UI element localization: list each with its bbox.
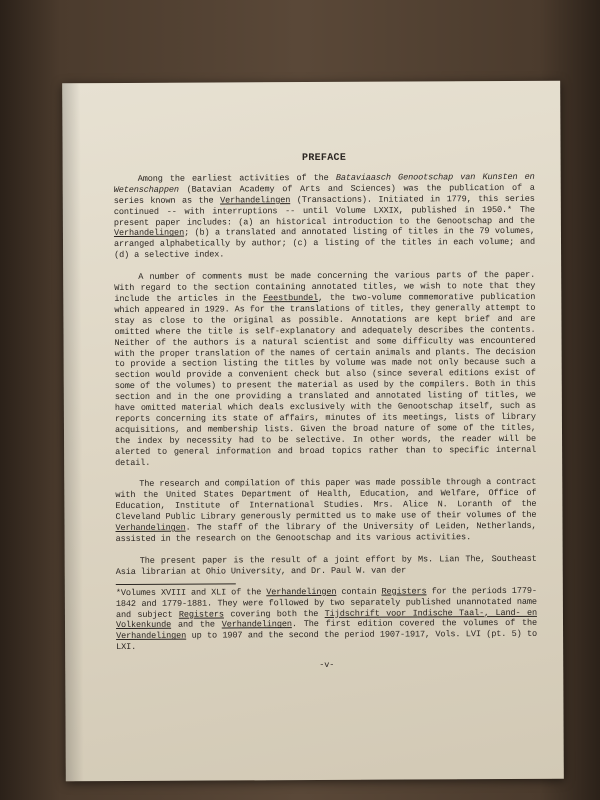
fn-registers-2: Registers [178, 609, 224, 620]
fn-verhandelingen-2: Verhandelingen [221, 619, 292, 630]
fn-text-i: and the [171, 619, 222, 631]
fn-verhandelingen-3: Verhandelingen [116, 631, 187, 642]
p1-verhandelingen-1: Verhandelingen [220, 194, 291, 206]
fn-text-e: for the periods 1779-1842 and 1779-1881. They were followed by two separately published unannotated name and subject [115, 585, 537, 620]
p1-text-c: (Batavian Academy of Arts and Sciences) was the publication of a series known as the [113, 182, 535, 206]
paragraph-3 [115, 477, 536, 545]
paragraph-2 [114, 270, 536, 469]
fn-tijdschrift: Tijdschrift voor Indische Taal-, Land- en Volkenkunde [115, 607, 537, 631]
fn-text-g: covering both the [223, 608, 325, 620]
paragraph-4: The present paper is the result of a joint effort by Ms. Lian The, Southeast Asia librarian at Ohio University, and Dr. Paul W. van der [115, 553, 537, 577]
fn-text-c: contain [336, 586, 382, 597]
p3-text-a: The research and compilation of this paper was made possible through a contract with the United States Department of Health, Education, and Welfare, Office of Education, Institute of International Studies. Mrs. Alice N. Loranth of the Cleveland Public Library generously permitted us to make use of their volumes of the [115, 477, 537, 523]
fn-verhandelingen-1: Verhandelingen [266, 586, 337, 597]
page-heading: PREFACE [301, 152, 347, 165]
footnote-rule [116, 583, 236, 585]
page-number: -v- [319, 660, 335, 671]
p2-text-c: , the two-volume commemorative publication which appeared in 1929. As for the translations of titles, they generally attempt to stay as close to the original as possible. Annotations are kept brief and are omitted where the title is self-explanatory and adequately describes the contents. Neither of the authors is a natural scientist and some difficulty was encountered with the proper translation of the names of certain animals and plants. The decision to provide a section listing the titles by volume was made not only because such a section would provide a convenient check but also (since several editions exist of some of the volumes) to present the material as used by the compilers. Both in this section and in the one providing a translated and annotated listing of titles, we have omitted material which deals exclusively with the Genootschap itself, such as reports concerning its state of affairs, minutes of its meetings, lists of library acquisitions, and membership lists. Given the broad nature of some of the titles, the index by necessity had to be selective. In other words, the reader will be alerted to general information and broad topics rather than to specific internal detail. [114, 291, 537, 468]
p3-verhandelingen: Verhandelingen [115, 522, 186, 534]
p2-feestbundel: Feestbundel [263, 292, 319, 304]
paragraph-1 [114, 172, 535, 261]
p2-text-a: A number of comments must be made concerning the various parts of the paper. With regard to the section containing annotated titles, we wish to note that they include the articles in the [114, 269, 536, 305]
p3-text-c: . The staff of the library of the University of Leiden, Netherlands, assisted in the research on the Genootschap and its various activities. [115, 520, 537, 545]
p1-society-name: Bataviaasch Genootschap van Kunsten en Wetenschappen [113, 171, 535, 195]
fn-text-a: *Volumes XVIII and XLI of the [115, 586, 267, 598]
footnote [116, 586, 537, 654]
page-text [114, 153, 538, 672]
fn-registers-1: Registers [381, 586, 427, 597]
p1-text-g: ; (b) a translated and annotated listing of titles in the 79 volumes, arranged alphabetically by author; (c) a listing of the titles in each volume; and (d) a selective index. [113, 226, 536, 261]
p1-text-a: Among the earliest activities of the [137, 172, 336, 184]
document-page [62, 81, 564, 782]
p1-text-e: (Transactions). Initiated in 1779, this series continued -- with interruptions -- until Volume LXXIX, published in 1950.* The present paper includes: (a) an historical introduction to the Genootschap and the [113, 193, 535, 228]
fn-text-k: . The first edition covered the volumes of the [291, 618, 538, 630]
fn-text-m: up to 1907 and the second the period 1907-1917, Vols. LVI (pt. 5) to LXI. [116, 629, 538, 653]
p1-verhandelingen-2: Verhandelingen [113, 228, 185, 239]
